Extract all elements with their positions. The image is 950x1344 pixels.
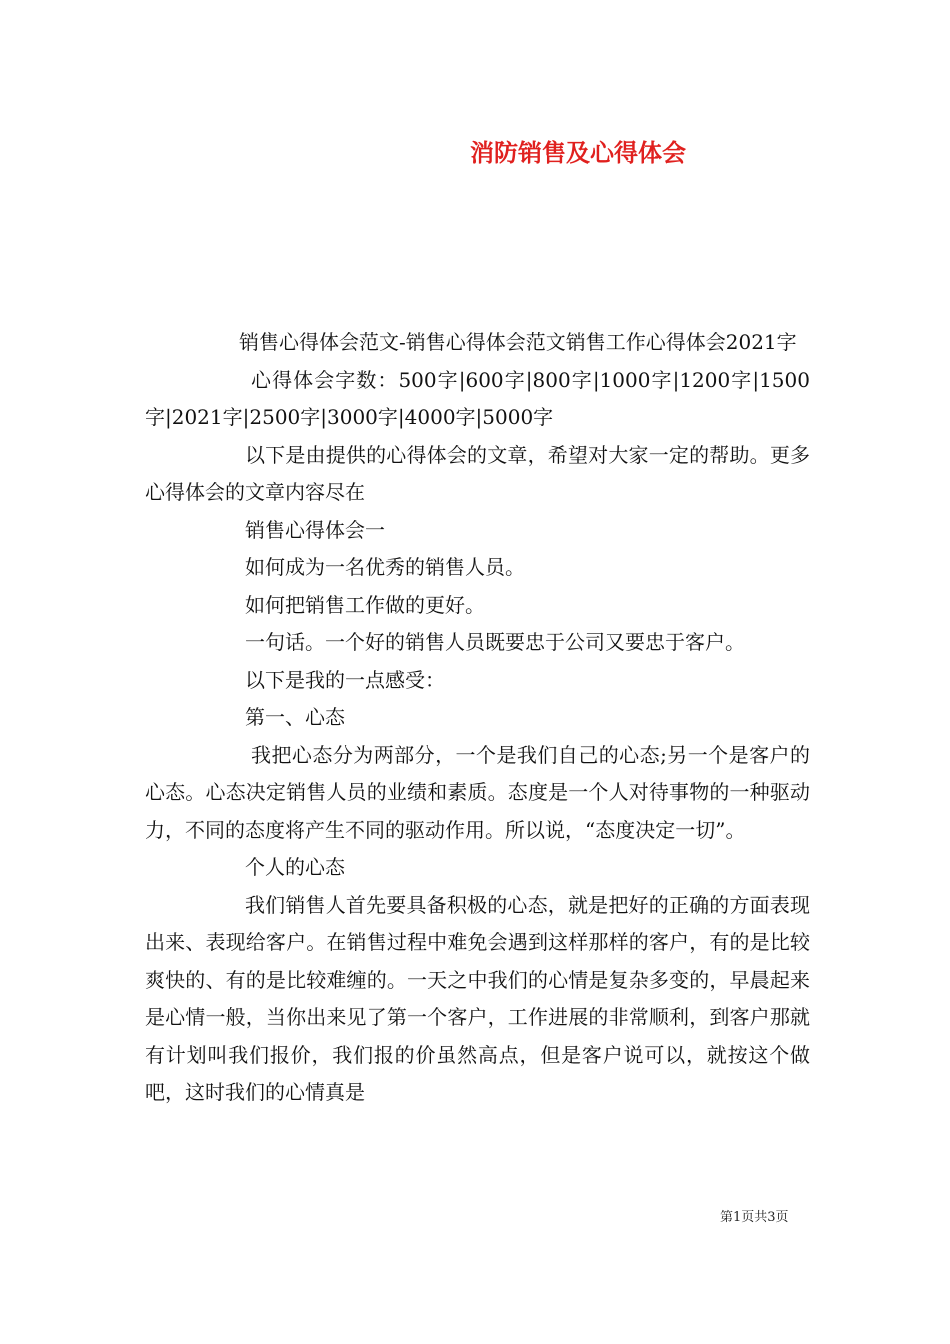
paragraph-question-2: 如何把销售工作做的更好。	[245, 592, 485, 617]
subheading-mindset: 第一、心态	[245, 705, 345, 729]
paragraph-question-1: 如何成为一名优秀的销售人员。	[245, 555, 525, 579]
paragraph-notice: 以下是由提供的心得体会的文章，希望对大家一定的帮助。更多心得体会的文章内容尽在	[145, 442, 810, 504]
section-heading: 销售心得体会一	[245, 517, 385, 542]
paragraph-mindset: 我把心态分为两部分，一个是我们自己的心态;另一个是客户的心态。心态决定销售人员的业绩和素质。态度是一个人对待事物的一种驱动力，不同的态度将产生不同的驱动作用。所以说，“态度决定一切”。	[145, 742, 810, 842]
paragraph-word-counts: 心得体会字数：500字|600字|800字|1000字|1200字|1500字|2021字|2500字|3000字|4000字|5000字	[145, 367, 810, 429]
page-number: 第1页共3页	[720, 1210, 789, 1225]
document-title: 消防销售及心得体会	[470, 138, 686, 167]
document-body	[145, 324, 810, 1112]
paragraph-feelings: 以下是我的一点感受：	[245, 667, 445, 692]
paragraph-summary: 一句话。一个好的销售人员既要忠于公司又要忠于客户。	[245, 630, 745, 654]
subheading-personal-mindset: 个人的心态	[245, 855, 345, 879]
paragraph-intro: 销售心得体会范文-销售心得体会范文销售工作心得体会2021字	[239, 330, 797, 354]
paragraph-personal-mindset: 我们销售人首先要具备积极的心态，就是把好的正确的方面表现出来、表现给客户。在销售过程中难免会遇到这样那样的客户，有的是比较爽快的、有的是比较难缠的。一天之中我们的心情是复杂多变的，早晨起来是心情一般，当你出来见了第一个客户，工作进展的非常顺利，到客户那就有计划叫我们报价，我们报的价虽然高点，但是客户说可以，就按这个做吧，这时我们的心情真是	[145, 892, 810, 1104]
